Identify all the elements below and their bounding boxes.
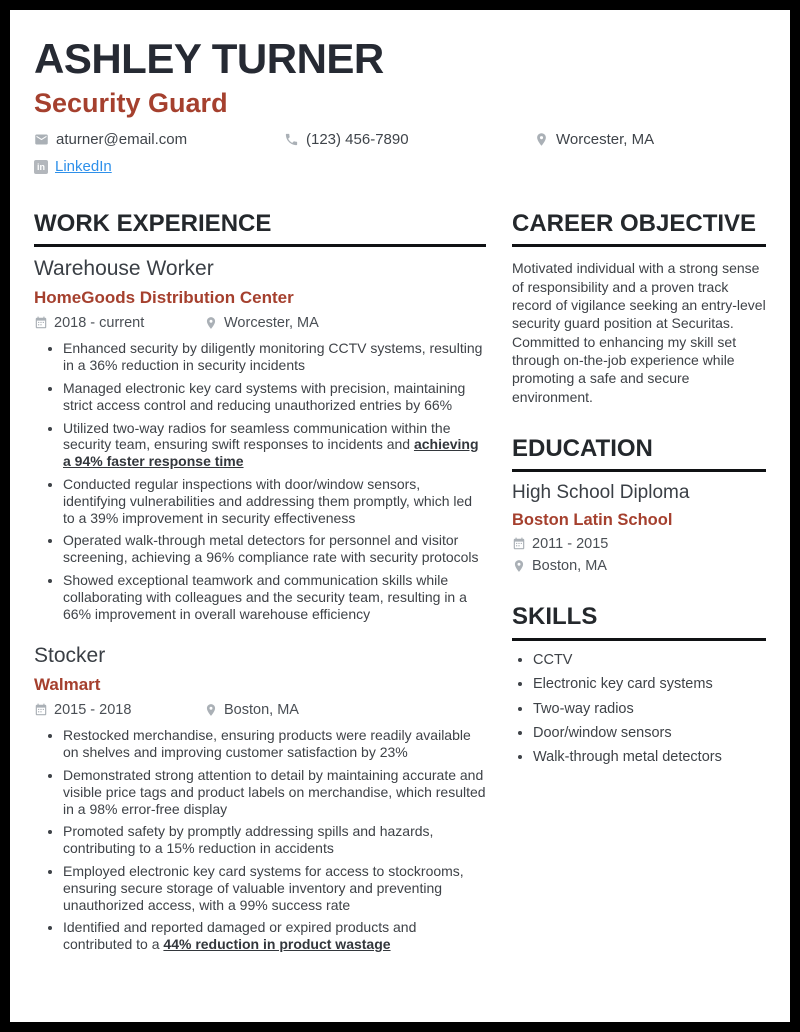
bullet-item: • Demonstrated strong attention to detail by maintaining accurate and visible price tags and product labels on merchandise, which resulted in a 98% error-free display [63, 767, 486, 817]
job-location-text: Worcester, MA [224, 315, 319, 332]
education-heading: EDUCATION [512, 436, 766, 472]
skill-item: • Walk-through metal detectors [533, 749, 766, 766]
bullet-item: • Restocked merchandise, ensuring products were readily available on shelves and improving customer satisfaction by 23% [63, 727, 486, 761]
location-pin-icon [204, 703, 218, 717]
contact-location [534, 131, 654, 148]
skill-item: • Electronic key card systems [533, 676, 766, 693]
skills-section [512, 604, 766, 766]
contact-row [34, 131, 766, 148]
bullet-item: • Employed electronic key card systems for access to stockrooms, ensuring secure storage of valuable inventory and preventing unauthorized access, with a 99% success rate [63, 863, 486, 913]
contact-linkedin [34, 158, 112, 175]
career-objective-heading: CAREER OBJECTIVE [512, 211, 766, 247]
location-pin-icon [204, 316, 218, 330]
skill-item: • Two-way radios [533, 701, 766, 718]
job-dates [34, 702, 204, 718]
skills-list [512, 652, 766, 767]
education-location [512, 558, 766, 574]
contact-phone [284, 131, 534, 148]
right-column [512, 211, 766, 959]
calendar-icon [34, 316, 48, 330]
calendar-icon [512, 537, 526, 551]
bullet-item: • Managed electronic key card systems with precision, maintaining strict access control and reducing unauthorized entries by 66% [63, 380, 486, 414]
bullet-item: • Identified and reported damaged or expired products and contributed to a 44% reduction in product wastage [63, 919, 486, 953]
contact-location-text: Worcester, MA [556, 131, 655, 148]
job-title: Stocker [34, 644, 106, 668]
career-objective-section [512, 211, 766, 406]
job-dates-text: 2018 - current [54, 315, 145, 332]
contact-email [34, 131, 284, 148]
job-title: Warehouse Worker [34, 257, 214, 281]
left-column [34, 211, 486, 959]
education-school: Boston Latin School [512, 511, 673, 530]
career-objective-text: Motivated individual with a strong sense of responsibility and a proven track record of vigilance seeking an entry-level security guard position at Securitas. Committed to enhancing my skill set through on-the-job experience while promoting a safe and secure environment. [512, 260, 766, 405]
calendar-icon [34, 703, 48, 717]
resume-header [34, 35, 766, 175]
work-experience-heading: WORK EXPERIENCE [34, 211, 486, 247]
education-dates-text: 2011 - 2015 [532, 536, 609, 553]
job-meta [34, 702, 486, 718]
job-location [204, 315, 319, 331]
job-meta [34, 315, 486, 331]
job-location [204, 702, 299, 718]
emphasized-text: 44% reduction in product wastage [163, 936, 391, 953]
education-degree: High School Diploma [512, 482, 690, 504]
location-pin-icon [512, 559, 526, 573]
linkedin-link[interactable]: LinkedIn [55, 158, 112, 175]
person-job-title: Security Guard [34, 88, 228, 118]
bullet-item: • Utilized two-way radios for seamless communication within the security team, ensuring swift responses to incidents and achieving a 94% faster response time [63, 420, 486, 470]
emphasized-text: achieving a 94% faster response time [63, 436, 479, 470]
bullet-item: • Enhanced security by diligently monitoring CCTV systems, resulting in a 36% reduction in security incidents [63, 340, 486, 374]
bullet-item: • Operated walk-through metal detectors for personnel and visitor screening, achieving a 96% compliance rate with security protocols [63, 532, 486, 566]
contact-row-2 [34, 158, 766, 175]
linkedin-icon: in [34, 160, 48, 174]
email-icon [34, 132, 49, 147]
education-location-text: Boston, MA [532, 558, 607, 575]
education-dates [512, 536, 766, 552]
bullet-item: • Conducted regular inspections with door/window sensors, identifying vulnerabilities and addressing them promptly, which led to a 39% improvement in security effectiveness [63, 476, 486, 526]
job-dates [34, 315, 204, 331]
job-location-text: Boston, MA [224, 702, 299, 719]
bullet-item: • Promoted safety by promptly addressing spills and hazards, contributing to a 15% reduction in accidents [63, 823, 486, 857]
job-bullet-list [34, 727, 486, 953]
job-entry [34, 644, 486, 953]
job-dates-text: 2015 - 2018 [54, 702, 132, 719]
skill-item: • Door/window sensors [533, 725, 766, 742]
phone-icon [284, 132, 299, 147]
job-company: Walmart [34, 675, 101, 695]
bullet-item: • Showed exceptional teamwork and communication skills while collaborating with colleagues and the security team, resulting in a 66% improvement in overall warehouse efficiency [63, 572, 486, 622]
resume-page [10, 10, 790, 1022]
skills-heading: SKILLS [512, 604, 766, 640]
education-section [512, 436, 766, 574]
job-bullet-list [34, 340, 486, 622]
person-name: ASHLEY TURNER [34, 35, 384, 82]
main-columns [34, 211, 766, 959]
skill-item: • CCTV [533, 652, 766, 669]
job-entry [34, 257, 486, 622]
contact-phone-text: (123) 456-7890 [306, 131, 409, 148]
contact-email-text: aturner@email.com [56, 131, 188, 148]
job-company: HomeGoods Distribution Center [34, 288, 294, 308]
location-pin-icon [534, 132, 549, 147]
